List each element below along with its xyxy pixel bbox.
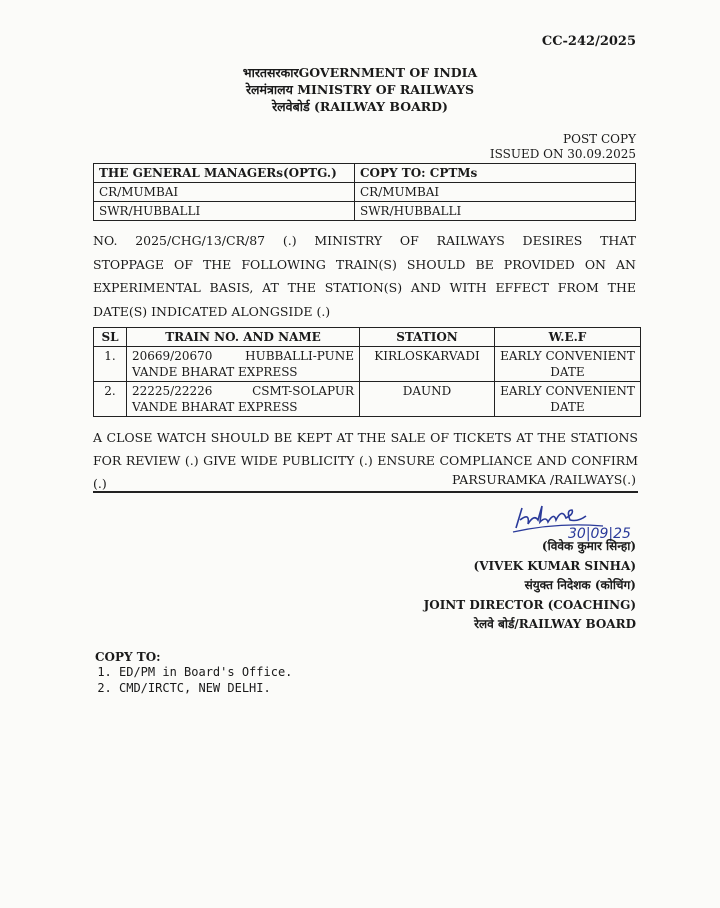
train-line: VANDE BHARAT EXPRESS: [132, 400, 298, 414]
divider: [93, 491, 638, 493]
header-government: भारतसरकारGOVERNMENT OF INDIA: [242, 65, 478, 80]
list-item: 2. CMD/IRCTC, NEW DELHI.: [119, 680, 292, 696]
wef-line: DATE: [550, 400, 585, 414]
header-board: रेलवेबोर्ड (RAILWAY BOARD): [272, 99, 448, 114]
header-station: STATION: [360, 328, 495, 347]
header-sl: SL: [94, 328, 127, 347]
table-row: [94, 202, 636, 221]
cell-sl: 2.: [94, 382, 127, 417]
train-line: 22225/22226 CSMT-SOLAPUR: [132, 384, 354, 398]
train-line: 20669/20670 HUBBALLI-PUNE: [132, 349, 354, 363]
wef-line: DATE: [550, 365, 585, 379]
body-paragraph: [93, 229, 636, 323]
wef-line: EARLY CONVENIENT: [500, 384, 635, 398]
cell: CR/MUMBAI: [355, 183, 636, 202]
train-line: VANDE BHARAT EXPRESS: [132, 365, 298, 379]
header-copy-to: COPY TO: CPTMs: [355, 164, 636, 183]
cell: CR/MUMBAI: [94, 183, 355, 202]
address-table: [93, 163, 636, 221]
cell: SWR/HUBBALLI: [94, 202, 355, 221]
table-row: [94, 382, 641, 417]
copy-to-label: COPY TO:: [95, 650, 161, 664]
closing-line: FOR REVIEW (.) GIVE WIDE PUBLICITY (.) ENSURE COMPLIANCE AND CONFIRM (.): [93, 453, 638, 491]
cell-wef: [495, 382, 641, 417]
body-line: DATE(S) INDICATED ALONGSIDE (.): [93, 303, 331, 319]
cell-wef: [495, 347, 641, 382]
name-hindi: (विवेक कुमार सिन्हा): [541, 539, 636, 553]
list-item: 1. ED/PM in Board's Office.: [119, 664, 292, 680]
office: रेलवे बोर्ड/RAILWAY BOARD: [474, 617, 636, 631]
signatory-block: [424, 537, 636, 635]
cell: SWR/HUBBALLI: [355, 202, 636, 221]
reference-number: CC-242/2025: [541, 34, 636, 49]
body-line: STOPPAGE OF THE FOLLOWING TRAIN(S) SHOULD BE PROVIDED ON AN: [93, 256, 636, 272]
header-train: TRAIN NO. AND NAME: [127, 328, 360, 347]
copy-to-section: [95, 650, 292, 696]
cell-station: KIRLOSKARVADI: [360, 347, 495, 382]
header-wef: W.E.F: [495, 328, 641, 347]
title-english: JOINT DIRECTOR (COACHING): [423, 597, 636, 612]
name-english: (VIVEK KUMAR SINHA): [473, 558, 636, 573]
post-copy: POST COPY: [563, 132, 636, 146]
cell-sl: 1.: [94, 347, 127, 382]
title-hindi: संयुक्त निदेशक (कोचिंग): [524, 578, 636, 592]
table-row: [94, 347, 641, 382]
cell-train: [127, 347, 360, 382]
body-line: EXPERIMENTAL BASIS, AT THE STATION(S) AND WITH EFFECT FROM THE: [93, 280, 636, 295]
svg-text:30|09|25: 30|09|25: [568, 526, 631, 542]
header-ministry: रेलमंत्रालय MINISTRY OF RAILWAYS: [245, 82, 475, 97]
body-line: NO. 2025/CHG/13/CR/87 (.) MINISTRY OF RAILWAYS DESIRES THAT: [93, 233, 636, 248]
cell-station: DAUND: [360, 382, 495, 417]
cell-train: [127, 382, 360, 417]
header-general-managers: THE GENERAL MANAGERs(OPTG.): [94, 164, 355, 183]
table-row: [94, 183, 636, 202]
wef-line: EARLY CONVENIENT: [500, 349, 635, 363]
closing-line: A CLOSE WATCH SHOULD BE KEPT AT THE SALE OF TICKETS AT THE STATIONS: [93, 430, 638, 445]
issued-date: ISSUED ON 30.09.2025: [489, 147, 636, 161]
sender: PARSURAMKA /RAILWAYS(.): [452, 472, 636, 487]
train-table: [93, 327, 641, 417]
